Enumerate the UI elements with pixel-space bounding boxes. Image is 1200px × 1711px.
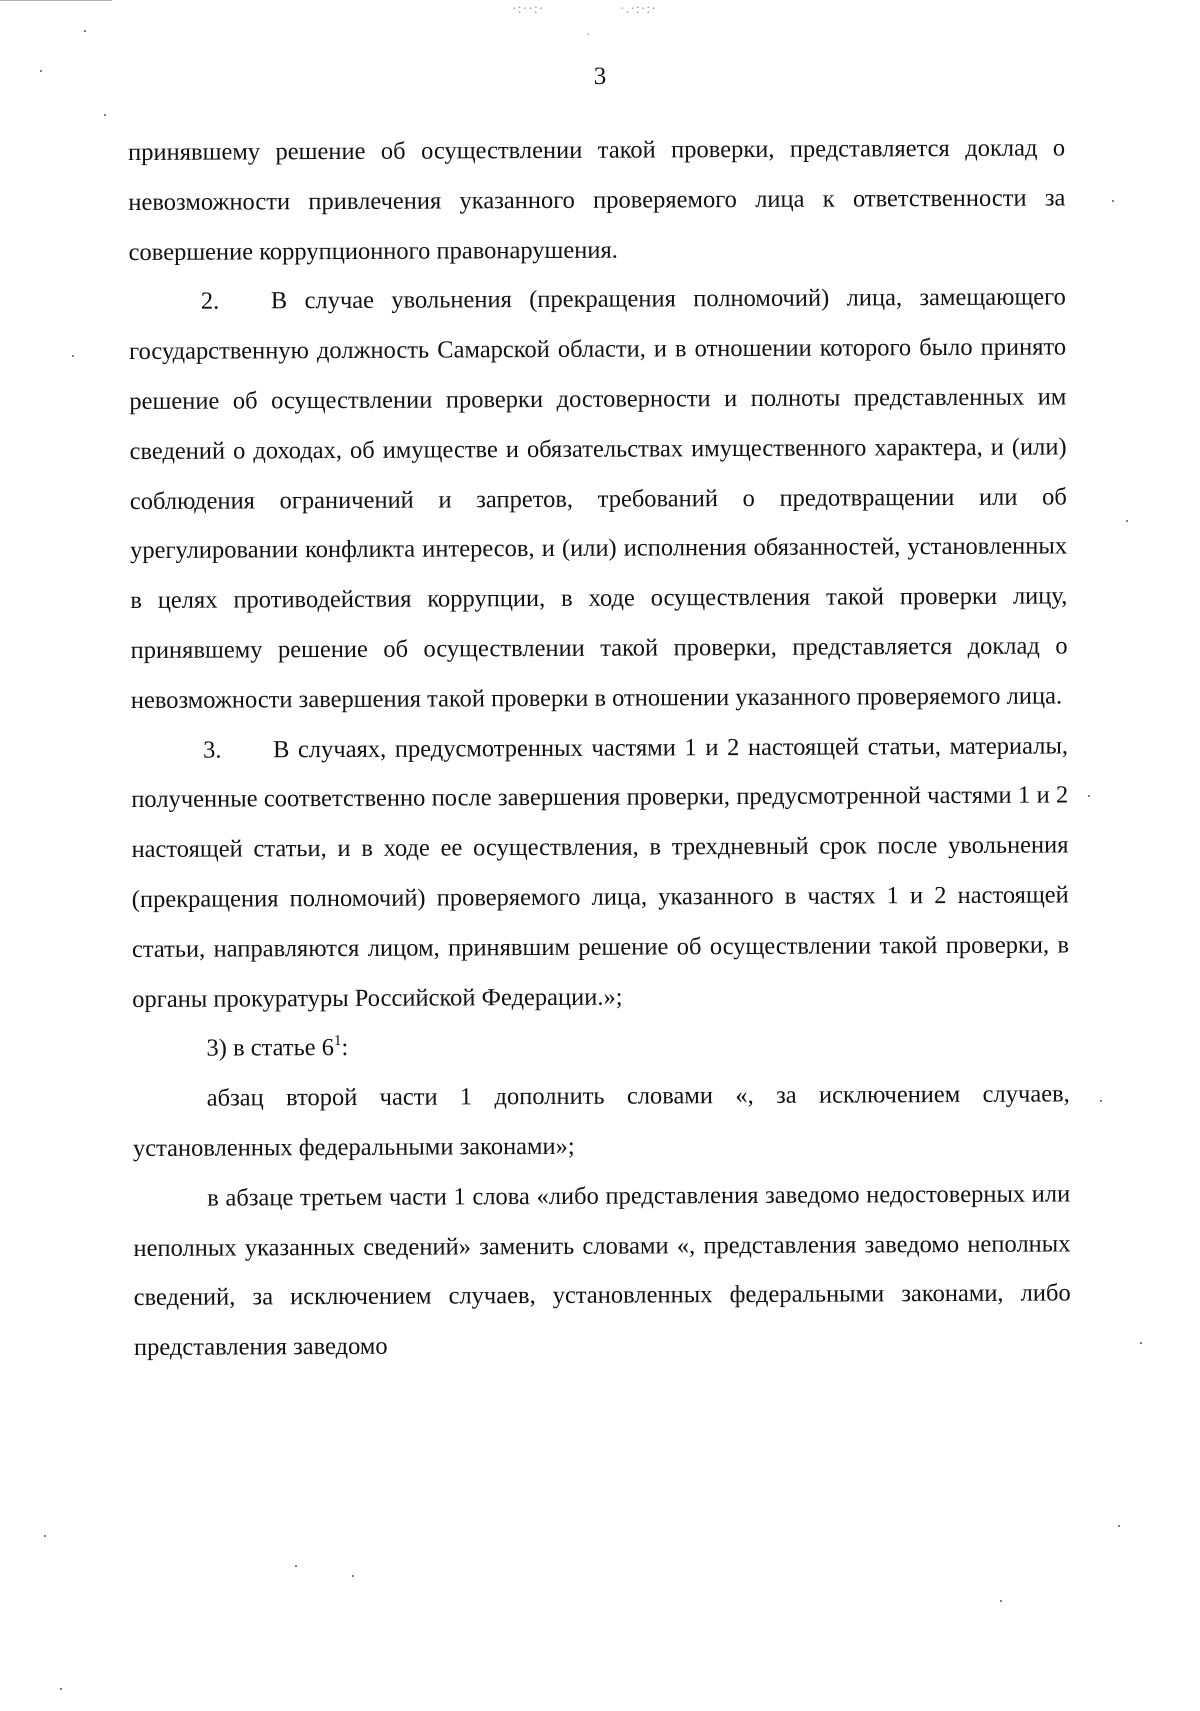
numbered-item xyxy=(129,273,1068,726)
item-number: 2. xyxy=(200,287,220,316)
scan-speck xyxy=(72,355,74,357)
scan-artifact: ·.·:·:· xyxy=(620,2,657,17)
scan-speck xyxy=(40,70,42,72)
scan-speck xyxy=(1118,1525,1120,1527)
amendment-heading-colon: : xyxy=(341,1034,349,1062)
page-number: 3 xyxy=(593,63,607,90)
scan-speck xyxy=(104,114,106,116)
scan-artifact: ·:··:· xyxy=(512,2,545,17)
item-text: В случаях, предусмотренных частями 1 и 2 настоящей статьи, материалы, полученные соответственно после завершения проверки, предусмотренной частями 1 и 2 настоящей статьи, и в ходе ее осуществления, в трехдневный срок после увольнения (прекращения полномочий) проверяемого лица, указанного в частях 1 и 2 настоящей статьи, направляются лицом, принявшим решение об осуществлении такой проверки, в органы прокуратуры Российской Федерации.»; xyxy=(131,731,1070,1013)
scan-speck xyxy=(1112,200,1114,202)
continued-paragraph: принявшему решение об осуществлении такой проверки, представляется доклад о невозможности привлечения указанного проверяемого лица к ответственности за совершение коррупционного правонарушения. xyxy=(128,134,1066,266)
amendment-paragraph: в абзаце третьем части 1 слова «либо представления заведомо недостоверных или неполных указанных сведений» заменить словами «, представления заведомо неполных сведений, за исключением случаев, установленных федеральными законами, либо представления заведомо xyxy=(133,1180,1071,1362)
item-text: В случае увольнения (прекращения полномочий) лица, замещающего государственную должность Самарской области, и в отношении которого было принято решение об осуществлении проверки достоверности и полноты представленных им сведений о доходах, об имуществе и обязательствах имущественного характера, и (или) соблюдения ограничений и запретов, требований о предотвращении или об урегулировании конфликта интересов, и (или) исполнения обязанностей, установленных в целях противодействия коррупции, в ходе осуществления такой проверки лицу, принявшему решение об осуществлении такой проверки, представляется доклад о невозможности завершения такой проверки в отношении указанного проверяемого лица. xyxy=(129,283,1068,714)
page-edge-line xyxy=(0,0,112,3)
scan-speck xyxy=(1088,795,1090,797)
document-body xyxy=(128,123,1071,1372)
numbered-item xyxy=(131,721,1069,1024)
article-superscript: 1 xyxy=(333,1033,342,1050)
scan-speck xyxy=(295,1565,297,1567)
scan-speck xyxy=(1126,520,1128,522)
scan-speck xyxy=(1000,1600,1002,1602)
scan-artifact: · xyxy=(586,28,592,43)
amendment-heading-text: 3) в статье 6 xyxy=(206,1034,335,1062)
scan-speck xyxy=(60,1688,62,1690)
scan-speck xyxy=(352,1575,354,1577)
scan-speck xyxy=(44,1535,46,1537)
scan-speck xyxy=(1100,1100,1102,1102)
scan-speck xyxy=(1140,1342,1142,1344)
item-number: 3. xyxy=(202,736,222,764)
amendment-paragraph: абзац второй части 1 дополнить словами «, за исключением случаев, установленных федеральными законами»; xyxy=(132,1080,1070,1162)
scan-speck xyxy=(84,30,86,32)
amendment-heading xyxy=(132,1020,1069,1074)
